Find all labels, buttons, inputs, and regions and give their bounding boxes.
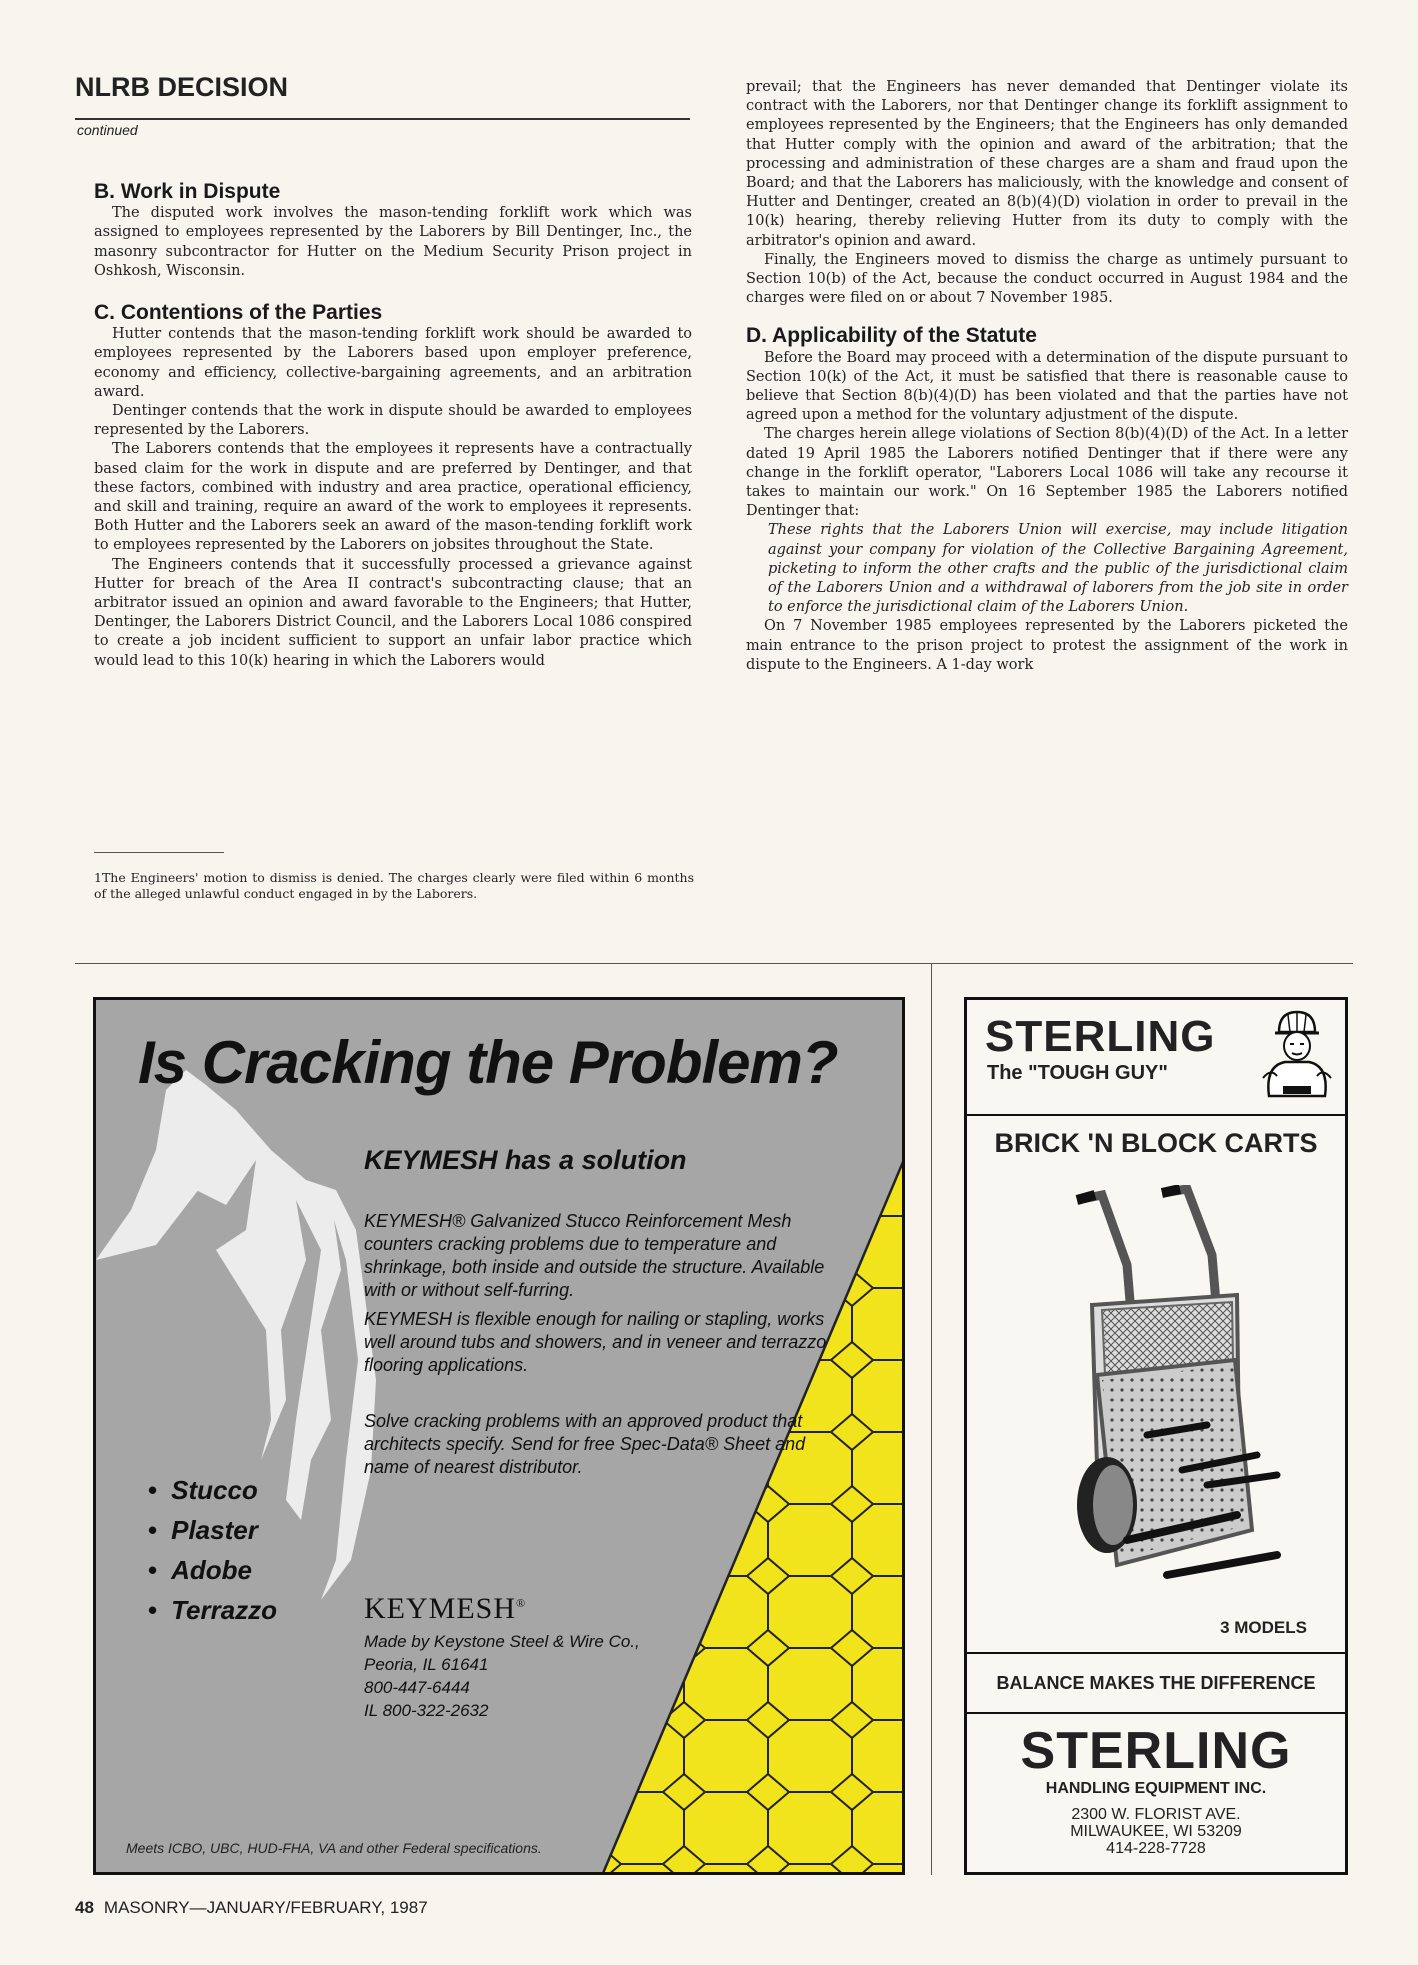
continued-label: continued	[77, 122, 138, 138]
ad-bullet-item: • Terrazzo	[148, 1590, 277, 1630]
sterling-phone: 414-228-7728	[1106, 1840, 1206, 1857]
ad-bullet-item: • Plaster	[148, 1510, 277, 1550]
ad-paragraph: KEYMESH is flexible enough for nailing or stapling, works well around tubs and showers, and in veneer and terrazzo flooring applications.	[364, 1309, 827, 1375]
ad-bullet-item: • Stucco	[148, 1470, 277, 1510]
paragraph: Hutter contends that the mason-tending forklift work should be awarded to employees represented by the Laborers based upon employer preference, economy and efficiency, collective-bargaining agreements, and an arbitration award.	[94, 326, 692, 400]
sterling-tagline: The "TOUGH GUY"	[987, 1062, 1168, 1084]
paragraph: Before the Board may proceed with a determination of the dispute pursuant to Section 10(k) of the Act, it must be satisfied that there is reasonable cause to believe that Section 8(b)(4)(D) has been violated and that the parties have not agreed upon a method for the voluntary adjustment of the dispute.	[746, 349, 1348, 424]
sterling-address-street: 2300 W. FLORIST AVE.	[1071, 1806, 1241, 1823]
paragraph: The Engineers contends that it successfully processed a grievance against Hutter for breach of the Area II contract's subcontracting clause; that an arbitrator issued an opinion and award favorable to the Engineers; that Hutter, Dentinger, the Laborers District Council, and the Laborers Local 1086 conspired to create a job incident sufficient to support an unfair labor practice which would lead to this 10(k) hearing in which the Laborers would	[94, 556, 692, 669]
page-footer	[75, 1898, 428, 1918]
paragraph: The disputed work involves the mason-tending forklift work which was assigned to employees represented by the Laborers by Bill Dentinger, Inc., the masonry subcontractor for Hutter on the Medium Security Prison project in Oshkosh, Wisconsin.	[94, 205, 692, 279]
ad-headline: Is Cracking the Problem?	[138, 1029, 838, 1096]
registered-mark: ®	[516, 1596, 527, 1610]
title-rule	[75, 118, 690, 120]
section-heading-applicability: D. Applicability of the Statute	[746, 324, 1037, 348]
section-heading-contentions: C. Contentions of the Parties	[94, 301, 383, 325]
block-quote: These rights that the Laborers Union will exercise, may include litigation against your company for violation of the Collective Bargaining Agreement, picketing to inform the other crafts and the public of the jurisdictional claim of the Laborers Union and a withdrawal of laborers from the job site in order to enforce the jurisdictional claim of the Laborers Union.	[768, 522, 1348, 616]
keymesh-advertisement	[93, 997, 905, 1875]
paragraph: The charges herein allege violations of Section 8(b)(4)(D) of the Act. In a letter dated 19 April 1985 the Laborers notified Dentinger that if there were any change in the forklift operator, "Laborers Local 1086 will take any recourse it takes to maintain our work." On 16 September 1985 the Laborers notified Dentinger that:	[746, 426, 1348, 520]
page-divider-vertical	[931, 963, 932, 1875]
ad-brand-name	[364, 1592, 526, 1626]
footnote-rule	[94, 852, 224, 853]
ad-phone-il: IL 800-322-2632	[364, 1701, 489, 1720]
section-heading-work-in-dispute: B. Work in Dispute	[94, 180, 281, 203]
sterling-slogan: BALANCE MAKES THE DIFFERENCE	[996, 1673, 1316, 1693]
sterling-models: 3 MODELS	[1220, 1618, 1307, 1637]
article-column-left	[94, 160, 692, 671]
sterling-divider	[967, 1114, 1345, 1116]
ad-brand-text: KEYMESH	[364, 1592, 517, 1625]
page-number: 48	[75, 1898, 94, 1917]
ad-maker: Made by Keystone Steel & Wire Co.,	[364, 1632, 640, 1651]
page-title: NLRB DECISION	[75, 72, 289, 102]
ad-contact	[364, 1630, 640, 1722]
ad-paragraph: KEYMESH® Galvanized Stucco Reinforcement Mesh counters cracking problems due to temperature and shrinkage, both inside and outside the structure. Available with or without self-furring.	[364, 1211, 825, 1300]
sterling-advertisement	[964, 997, 1348, 1875]
ad-city: Peoria, IL 61641	[364, 1655, 489, 1674]
sterling-divider	[967, 1712, 1345, 1714]
sterling-company: HANDLING EQUIPMENT INC.	[1045, 1780, 1267, 1797]
sterling-product-name: BRICK 'N BLOCK CARTS	[994, 1128, 1318, 1158]
ad-subhead: KEYMESH has a solution	[364, 1145, 687, 1175]
paragraph: On 7 November 1985 employees represented by the Laborers picketed the main entrance to the prison project to protest the assignment of the work in dispute to the Engineers. A 1-day work	[746, 618, 1348, 673]
paragraph: The Laborers contends that the employees it represents have a contractually based claim for the work in dispute and are preferred by Dentinger, and that these factors, combined with industry and area practice, operational efficiency, and skill and training, require an award of the work to employees it represents. Both Hutter and the Laborers seek an award of the mason-tending forklift work to employees represented by the Laborers on jobsites throughout the State.	[94, 441, 692, 554]
paragraph: Dentinger contends that the work in dispute should be awarded to employees represented by the Laborers.	[94, 403, 692, 439]
article-column-right	[746, 78, 1348, 675]
publication-line: MASONRY—JANUARY/FEBRUARY, 1987	[103, 1898, 428, 1917]
ad-paragraph: Solve cracking problems with an approved product that architects specify. Send for free Spec-Data® Sheet and name of nearest distributor.	[364, 1411, 806, 1477]
ad-footnote: Meets ICBO, UBC, HUD-FHA, VA and other Federal specifications.	[126, 1840, 542, 1856]
sterling-brand: STERLING	[985, 1012, 1216, 1061]
ad-phone: 800-447-6444	[364, 1678, 470, 1697]
footnote: 1The Engineers' motion to dismiss is denied. The charges clearly were filed within 6 months of the alleged unlawful conduct engaged in by the Laborers.	[94, 870, 694, 901]
ad-bullet-list	[148, 1470, 277, 1630]
brick-cart-illustration	[1007, 1185, 1307, 1615]
worker-mascot-icon	[1257, 1006, 1337, 1106]
sterling-divider	[967, 1652, 1345, 1654]
paragraph: Finally, the Engineers moved to dismiss the charge as untimely pursuant to Section 10(b) of the Act, because the conduct occurred in August 1984 and the charges were filed on or about 7 November 1985.	[746, 251, 1348, 307]
sterling-brand-footer: STERLING	[1020, 1722, 1292, 1780]
sterling-address-city: MILWAUKEE, WI 53209	[1070, 1823, 1242, 1840]
ad-bullet-item: • Adobe	[148, 1550, 277, 1590]
page-divider-horizontal	[75, 963, 1353, 964]
paragraph-continued: prevail; that the Engineers has never demanded that Dentinger violate its contract with the Laborers, nor that Dentinger change its forklift assignment to employees represented by the Engineers; that the Engineers has only demanded that Hutter comply with the opinion and award of the arbitration; that the processing and administration of these charges are a sham and fraud upon the Board; and that the Laborers has maliciously, with the knowledge and consent of Hutter and Dentinger, created an 8(b)(4)(D) violation in order to prevail in the 10(k) hearing, thereby relieving Hutter from its duty to comply with the arbitrator's opinion and award.	[746, 79, 1348, 249]
